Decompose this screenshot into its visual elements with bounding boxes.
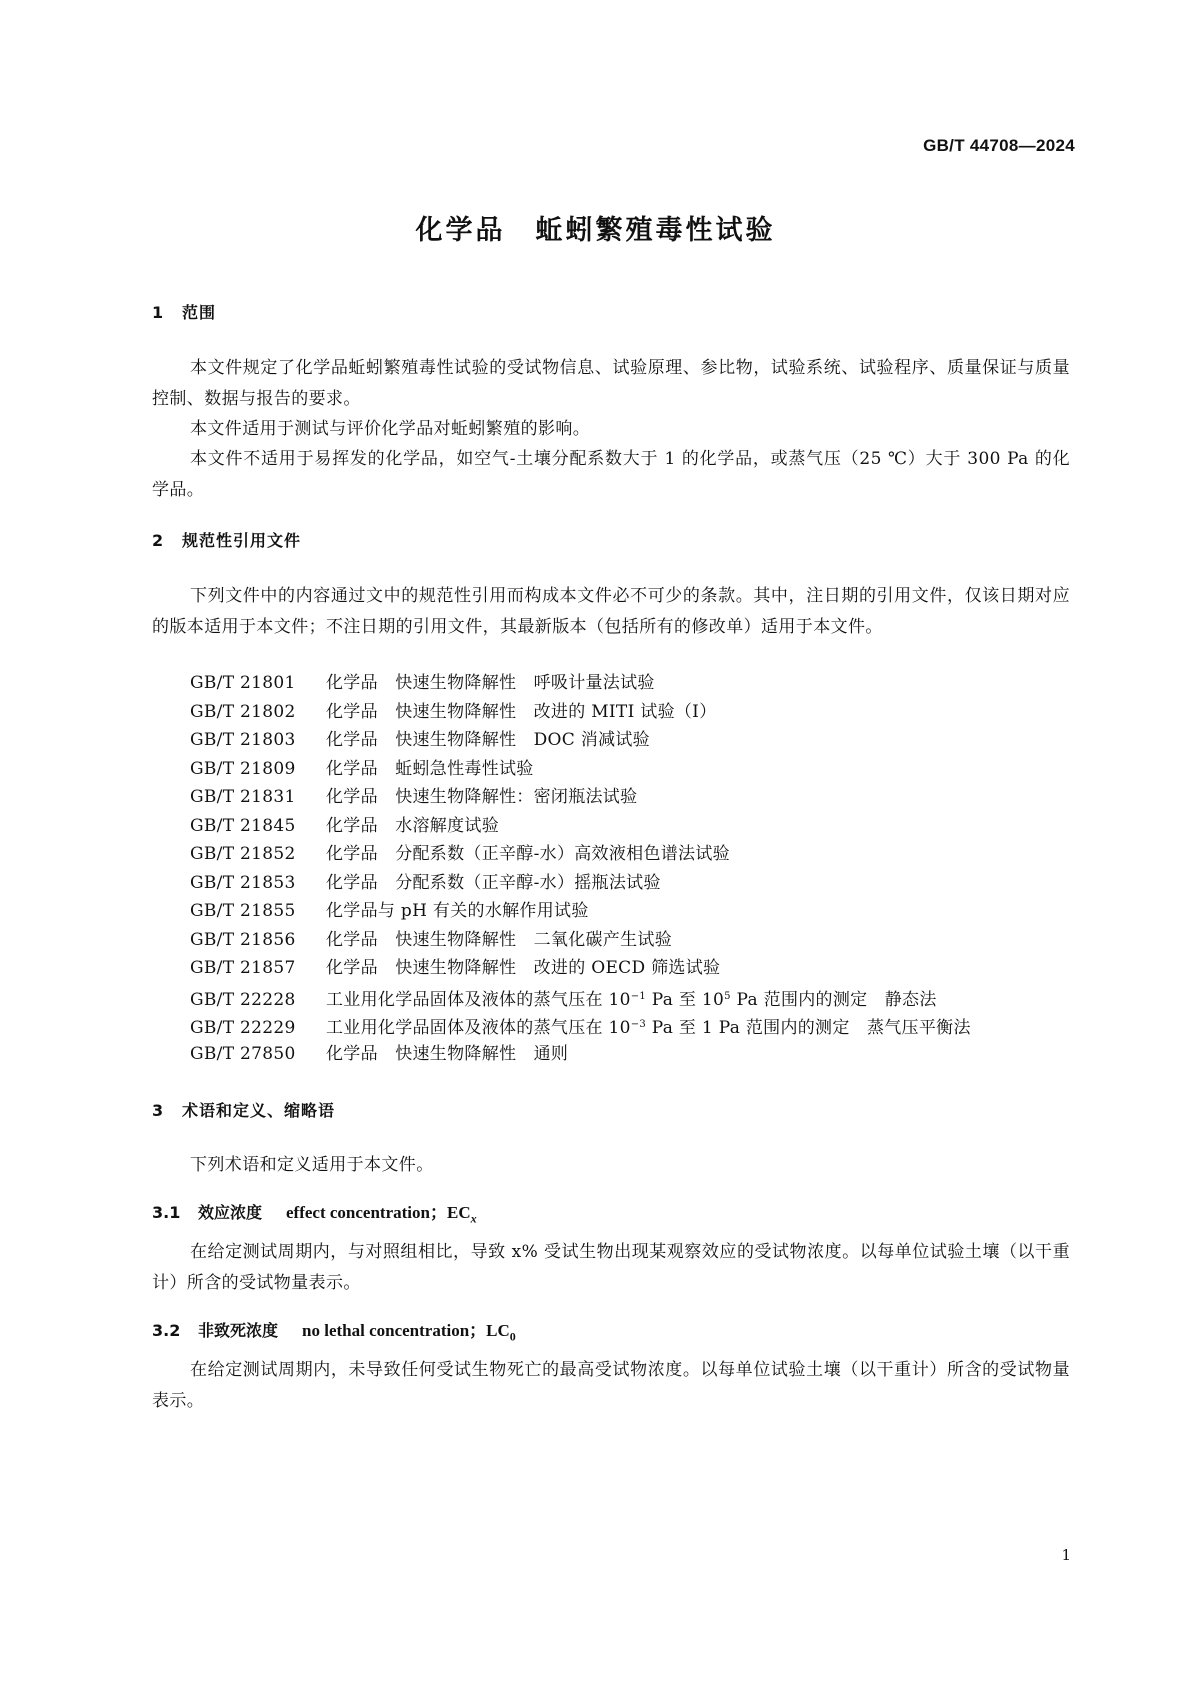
section-2-intro: 下列文件中的内容通过文中的规范性引用而构成本文件必不可少的条款。其中，注日期的引用文件，仅该日期对应的版本适用于本文件；不注日期的引用文件，其最新版本（包括所有的修改单）适用于本文件。: [152, 586, 1070, 637]
page-number: 1: [1061, 1546, 1071, 1564]
reference-item: GB/T 21803 化学品 快速生物降解性 DOC 消减试验: [190, 730, 650, 750]
reference-item: GB/T 21853 化学品 分配系数（正辛醇-水）摇瓶法试验: [190, 873, 661, 893]
section-1-paragraph-1: 本文件规定了化学品蚯蚓繁殖毒性试验的受试物信息、试验原理、参比物，试验系统、试验程序、质量保证与质量控制、数据与报告的要求。: [152, 358, 1070, 409]
reference-item: GB/T 21801 化学品 快速生物降解性 呼吸计量法试验: [190, 673, 655, 693]
term-3-2-heading: 3.2 非致死浓度 no lethal concentration；$LC_0$: [152, 1321, 516, 1344]
section-1-paragraph-3: 本文件不适用于易挥发的化学品，如空气-土壤分配系数大于 1 的化学品，或蒸气压（25 ℃）大于 300 Pa 的化学品。: [152, 449, 1070, 500]
title-part2: 蚯蚓繁殖毒性试验: [535, 215, 776, 246]
title-part1: 化学品: [415, 215, 506, 246]
term-3-1-definition: 在给定测试周期内，与对照组相比，导致 x% 受试生物出现某观察效应的受试物浓度。以每单位试验土壤（以干重计）所含的受试物量表示。: [152, 1242, 1070, 1293]
section-1-heading: 1 范围: [152, 303, 217, 322]
reference-item: GB/T 22228 工业用化学品固体及液体的蒸气压在 $10^{-1}$ Pa 至 $10^5$ Pa 范围内的测定 静态法: [190, 990, 937, 1010]
section-3-intro: 下列术语和定义适用于本文件。: [190, 1155, 434, 1175]
document-title: [0, 208, 1191, 247]
reference-item: GB/T 21852 化学品 分配系数（正辛醇-水）高效液相色谱法试验: [190, 844, 730, 864]
reference-item: GB/T 21802 化学品 快速生物降解性 改进的 MITI 试验（Ⅰ）: [190, 702, 717, 722]
standard-number: GB/T 44708—2024: [923, 136, 1075, 155]
reference-item: GB/T 21855 化学品与 pH 有关的水解作用试验: [190, 901, 589, 921]
reference-item: GB/T 21845 化学品 水溶解度试验: [190, 816, 499, 836]
reference-item: GB/T 22229 工业用化学品固体及液体的蒸气压在 $10^{-3}$ Pa 至 1 Pa 范围内的测定 蒸气压平衡法: [190, 1018, 971, 1038]
reference-item: GB/T 27850 化学品 快速生物降解性 通则: [190, 1044, 569, 1064]
reference-item: GB/T 21831 化学品 快速生物降解性：密闭瓶法试验: [190, 787, 638, 807]
reference-item: GB/T 21809 化学品 蚯蚓急性毒性试验: [190, 759, 534, 779]
reference-item: GB/T 21857 化学品 快速生物降解性 改进的 OECD 筛选试验: [190, 958, 721, 978]
term-3-1-heading: 3.1 效应浓度 effect concentration；$EC_x$: [152, 1203, 477, 1226]
section-2-heading: 2 规范性引用文件: [152, 531, 302, 550]
section-1-paragraph-2: 本文件适用于测试与评价化学品对蚯蚓繁殖的影响。: [190, 419, 591, 439]
section-3-heading: 3 术语和定义、缩略语: [152, 1101, 336, 1120]
reference-item: GB/T 21856 化学品 快速生物降解性 二氧化碳产生试验: [190, 930, 672, 950]
term-3-2-definition: 在给定测试周期内，未导致任何受试生物死亡的最高受试物浓度。以每单位试验土壤（以干重计）所含的受试物量表示。: [152, 1360, 1070, 1411]
